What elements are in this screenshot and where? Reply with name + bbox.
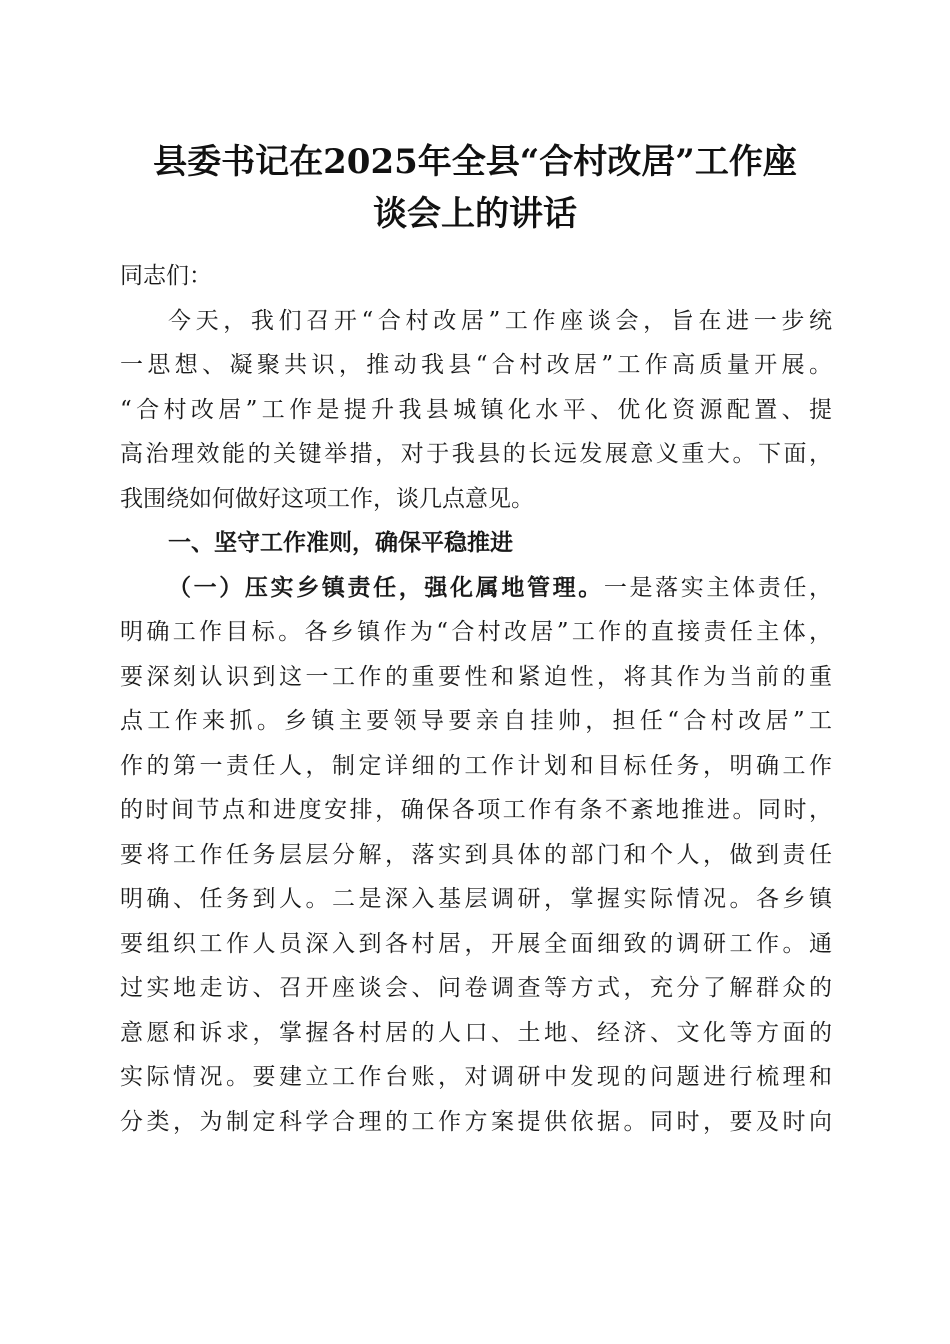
document-title <box>100 136 850 240</box>
greeting: 同志们： <box>120 263 212 289</box>
body-line-2: 要深刻认识到这一工作的重要性和紧迫性，将其作为当前的重 <box>120 663 832 690</box>
body-line-9: 过实地走访、召开座谈会、问卷调查等方式，充分了解群众的 <box>120 975 832 1001</box>
body-line-7: 明确、任务到人。二是深入基层调研，掌握实际情况。各乡镇 <box>120 886 832 912</box>
document-body <box>120 254 832 1144</box>
body-line-3: 点工作来抓。乡镇主要领导要亲自挂帅，担任“合村改居”工 <box>120 708 832 734</box>
body-line-1: 明确工作目标。各乡镇作为“合村改居”工作的直接责任主体， <box>120 619 832 645</box>
subsection-first-line-rest: 一是落实主体责任， <box>603 574 833 601</box>
body-line-6: 要将工作任务层层分解，落实到具体的部门和个人，做到责任 <box>120 841 832 868</box>
subsection-title: （一）压实乡镇责任，强化属地管理。 <box>168 573 604 601</box>
subsection-first-line <box>120 566 832 611</box>
section-heading: 一、坚守工作准则，确保平稳推进 <box>168 530 513 556</box>
body-line-11: 实际情况。要建立工作台账，对调研中发现的问题进行梳理和 <box>120 1064 832 1090</box>
intro-line-1: 今天，我们召开“合村改居”工作座谈会，旨在进一步统 <box>168 307 832 334</box>
body-line-8: 要组织工作人员深入到各村居，开展全面细致的调研工作。通 <box>120 930 832 957</box>
title-line-1: 县委书记在2025年全县“合村改居”工作座 <box>153 142 797 182</box>
body-line-4: 作的第一责任人，制定详细的工作计划和目标任务，明确工作 <box>120 752 832 779</box>
body-line-12: 分类，为制定科学合理的工作方案提供依据。同时，要及时向 <box>120 1108 832 1135</box>
title-line-2: 谈会上的讲话 <box>373 194 577 234</box>
intro-line-2: 一思想、凝聚共识，推动我县“合村改居”工作高质量开展。 <box>120 352 832 378</box>
body-line-5: 的时间节点和进度安排，确保各项工作有条不紊地推进。同时， <box>120 797 832 823</box>
body-line-10: 意愿和诉求，掌握各村居的人口、土地、经济、文化等方面的 <box>120 1019 832 1046</box>
intro-line-5: 我围绕如何做好这项工作，谈几点意见。 <box>120 485 534 512</box>
intro-line-3: “合村改居”工作是提升我县城镇化水平、优化资源配置、提 <box>120 396 832 423</box>
intro-line-4: 高治理效能的关键举措，对于我县的长远发展意义重大。下面， <box>120 441 832 467</box>
